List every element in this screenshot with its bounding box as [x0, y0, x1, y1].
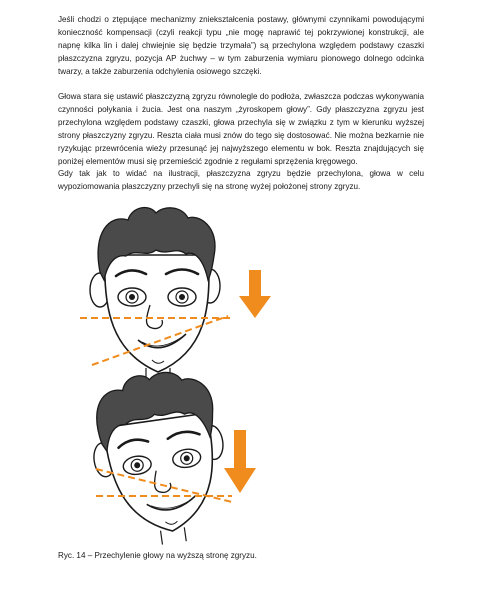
paragraph-1: Jeśli chodzi o ztępujące mechanizmy zniekształcenia postawy, głównymi czynnikami powodującymi konieczność kompensacji (czyli reakcji typu „nie mogę naprawić tej pokrzywionej konstrukcji, ale napnę kilka lin i dalej chwiejnie się będzie trzymała”) są przechylona względem podstawy czaszki płaszczyzna zgryzu, pozycja AP żuchwy – w tym zaburzenia wymiaru pionowego dolnego odcinka twarzy, a także zaburzenia odchylenia osiowego szczęki. — [58, 15, 424, 77]
paragraph-3: Gdy tak jak to widać na ilustracji, płaszczyzna zgryzu będzie przechylona, głowa w celu wypoziomowania płaszczyzny przechyli się na stronę wyżej położonej strony zgryzu. — [58, 169, 424, 192]
face-illustration-bottom — [83, 365, 235, 552]
arrow-down-icon — [239, 270, 271, 318]
figure-caption: Ryc. 14 – Przechylenie głowy na wyższą stronę zgryzu. — [58, 551, 257, 560]
face-illustration-top — [90, 208, 220, 382]
paragraph-2: Głowa stara się ustawić płaszczyzną zgryzu równolegle do podłoża, zwłaszcza podczas wykonywania czynności połykania i żucia. Jest ona naszym „żyroskopem głowy”. Gdy płaszczyzna zgryzu jest przechylona względem podstawy czaszki, głowa przechyla się w związku z tym w kierunku wyższej strony płaszczyzny zgryzu. Reszta ciała musi znów do tego się dostosować. Nie można bezkarnie nie ryzykując przewrócenia wieży przesunąć jej najwyższego elementu w bok. Reszta znajdujących się poniżej elementów musi się przemieścić zgodnie z regułami sprzężenia kręgowego. — [58, 92, 424, 167]
arrow-down-icon — [224, 430, 256, 493]
